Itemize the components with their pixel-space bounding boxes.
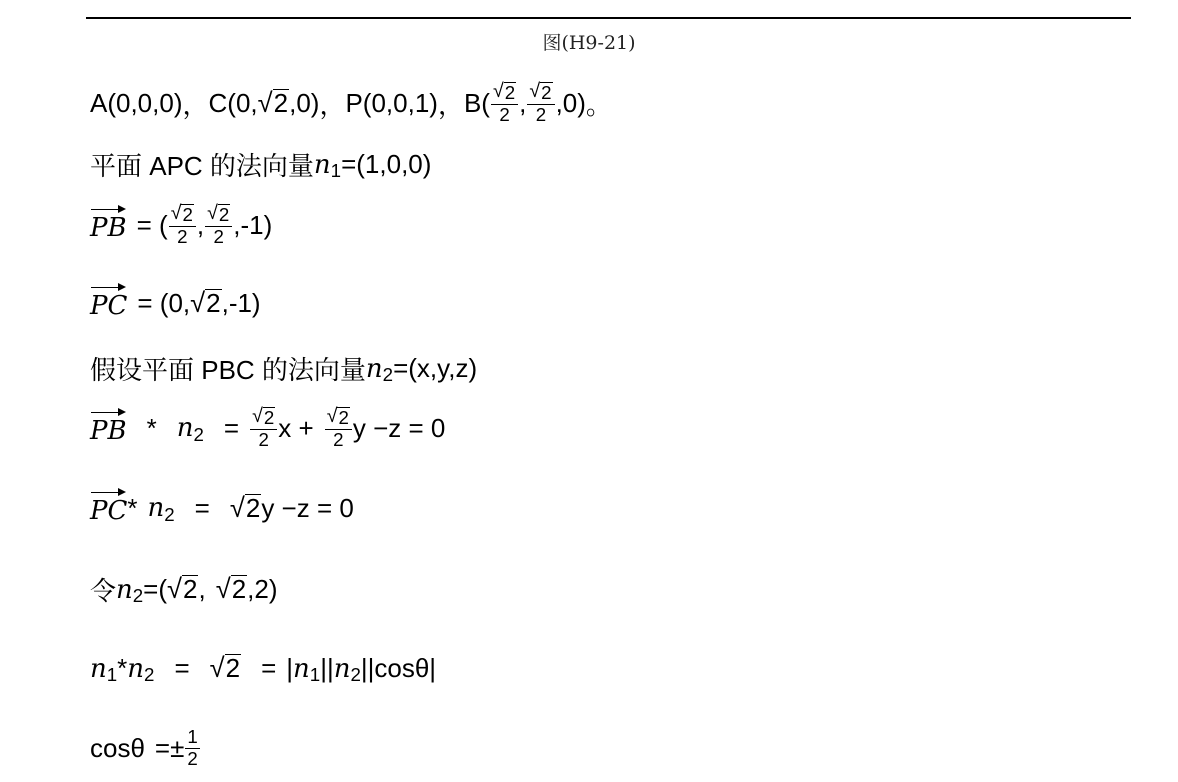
separator: ， (437, 89, 464, 120)
fraction-sqrt2-over-2: √ 2 2 (205, 204, 232, 246)
eq-open: =( (143, 574, 168, 604)
separator: ， (319, 89, 346, 120)
dot-pb-line (90, 407, 445, 449)
star: * (146, 412, 157, 443)
y-rest: y −z = 0 (352, 412, 446, 443)
cos-label: cosθ (90, 732, 145, 763)
pb-eq-open: = ( (136, 209, 168, 240)
point-a: A(0,0,0) (90, 87, 183, 118)
point-b-suffix: ,0) (555, 87, 586, 118)
subscript-2: 2 (144, 664, 155, 686)
period: 。 (585, 89, 612, 120)
double-bar: || (320, 653, 334, 683)
n-symbol: n (313, 149, 331, 180)
sqrt-2: √ 2 (215, 573, 247, 605)
points-line (90, 82, 612, 124)
vector-pb: PB (90, 207, 127, 243)
pb-tail: ,-1) (233, 209, 273, 240)
vector-pc: PC (90, 285, 127, 321)
eq-pm: =± (154, 732, 185, 763)
fraction-sqrt2-over-2: √ 2 2 (169, 204, 196, 246)
n-symbol: n (147, 493, 165, 523)
subscript-2: 2 (382, 364, 394, 386)
equals: = (223, 412, 240, 443)
bar: | (286, 653, 294, 683)
n2-value: =(x,y,z) (393, 353, 478, 383)
subscript-2: 2 (132, 585, 144, 607)
cos-line (90, 728, 201, 768)
figure-caption: 图(H9-21) (542, 32, 636, 54)
fraction-sqrt2-over-2: √ 2 2 (325, 407, 352, 449)
point-b-prefix: B( (463, 87, 490, 118)
plane-pbc-line (90, 350, 477, 387)
plane-apc-line (90, 146, 431, 183)
x-plus: x + (278, 412, 314, 443)
n-symbol: n (293, 653, 310, 684)
let-n2-line (90, 571, 278, 608)
comma: , (198, 574, 206, 604)
point-c-suffix: ,0) (289, 87, 320, 118)
double-bar: || (360, 653, 375, 683)
top-rule (86, 17, 1131, 19)
fraction-sqrt2-over-2: √ 2 2 (491, 82, 518, 124)
n-symbol: n (176, 413, 194, 444)
fraction-sqrt2-over-2: √ 2 2 (250, 407, 277, 449)
sqrt-2: √ 2 (190, 286, 221, 318)
separator: ， (182, 89, 209, 120)
plane-apc-text: 平面 APC 的法向量 (90, 151, 314, 181)
cos-end: cosθ| (374, 653, 437, 683)
sqrt-2: √ 2 (229, 491, 261, 523)
point-c-prefix: C(0, (208, 87, 258, 118)
equals: = (261, 653, 277, 683)
star: * (117, 653, 128, 683)
pc-tail: ,-1) (221, 287, 261, 318)
fraction-sqrt2-over-2: √ 2 2 (527, 82, 554, 124)
ling: 令 (90, 576, 117, 606)
subscript-1: 1 (330, 160, 342, 182)
fraction-one-half: $\frac{1}{2}$ (187, 726, 198, 769)
vector-pc: PC (90, 490, 127, 526)
subscript-2: 2 (350, 664, 361, 686)
equals: = (194, 492, 210, 523)
comma: , (196, 209, 205, 240)
n1-value: =(1,0,0) (341, 149, 432, 179)
sqrt-2: √ 2 (257, 87, 289, 119)
n-symbol: n (333, 653, 351, 684)
subscript-2: 2 (164, 503, 175, 525)
star: * (127, 492, 138, 523)
pc-rest: y −z = 0 (261, 492, 354, 523)
subscript-1: 1 (106, 664, 118, 686)
comma: , (519, 87, 527, 118)
vector-pb-line (90, 204, 272, 246)
plane-pbc-text: 假设平面 PBC 的法向量 (90, 355, 366, 385)
dot-pc-line (90, 490, 354, 526)
n1n2-line (90, 653, 436, 684)
vector-pb: PB (90, 410, 127, 446)
tail: ,2) (247, 574, 278, 604)
point-p: P(0,0,1) (345, 87, 438, 118)
n-symbol: n (90, 653, 107, 684)
pc-eq-open: = (0, (137, 287, 191, 318)
vector-pc-line (90, 285, 261, 321)
n-symbol: n (116, 574, 133, 605)
n-symbol: n (127, 653, 145, 684)
n-symbol: n (365, 353, 383, 384)
equals: = (174, 653, 190, 683)
sqrt-2: √ 2 (209, 652, 241, 684)
subscript-2: 2 (193, 423, 204, 445)
sqrt-2: √ 2 (167, 573, 198, 605)
subscript-1: 1 (309, 664, 321, 686)
